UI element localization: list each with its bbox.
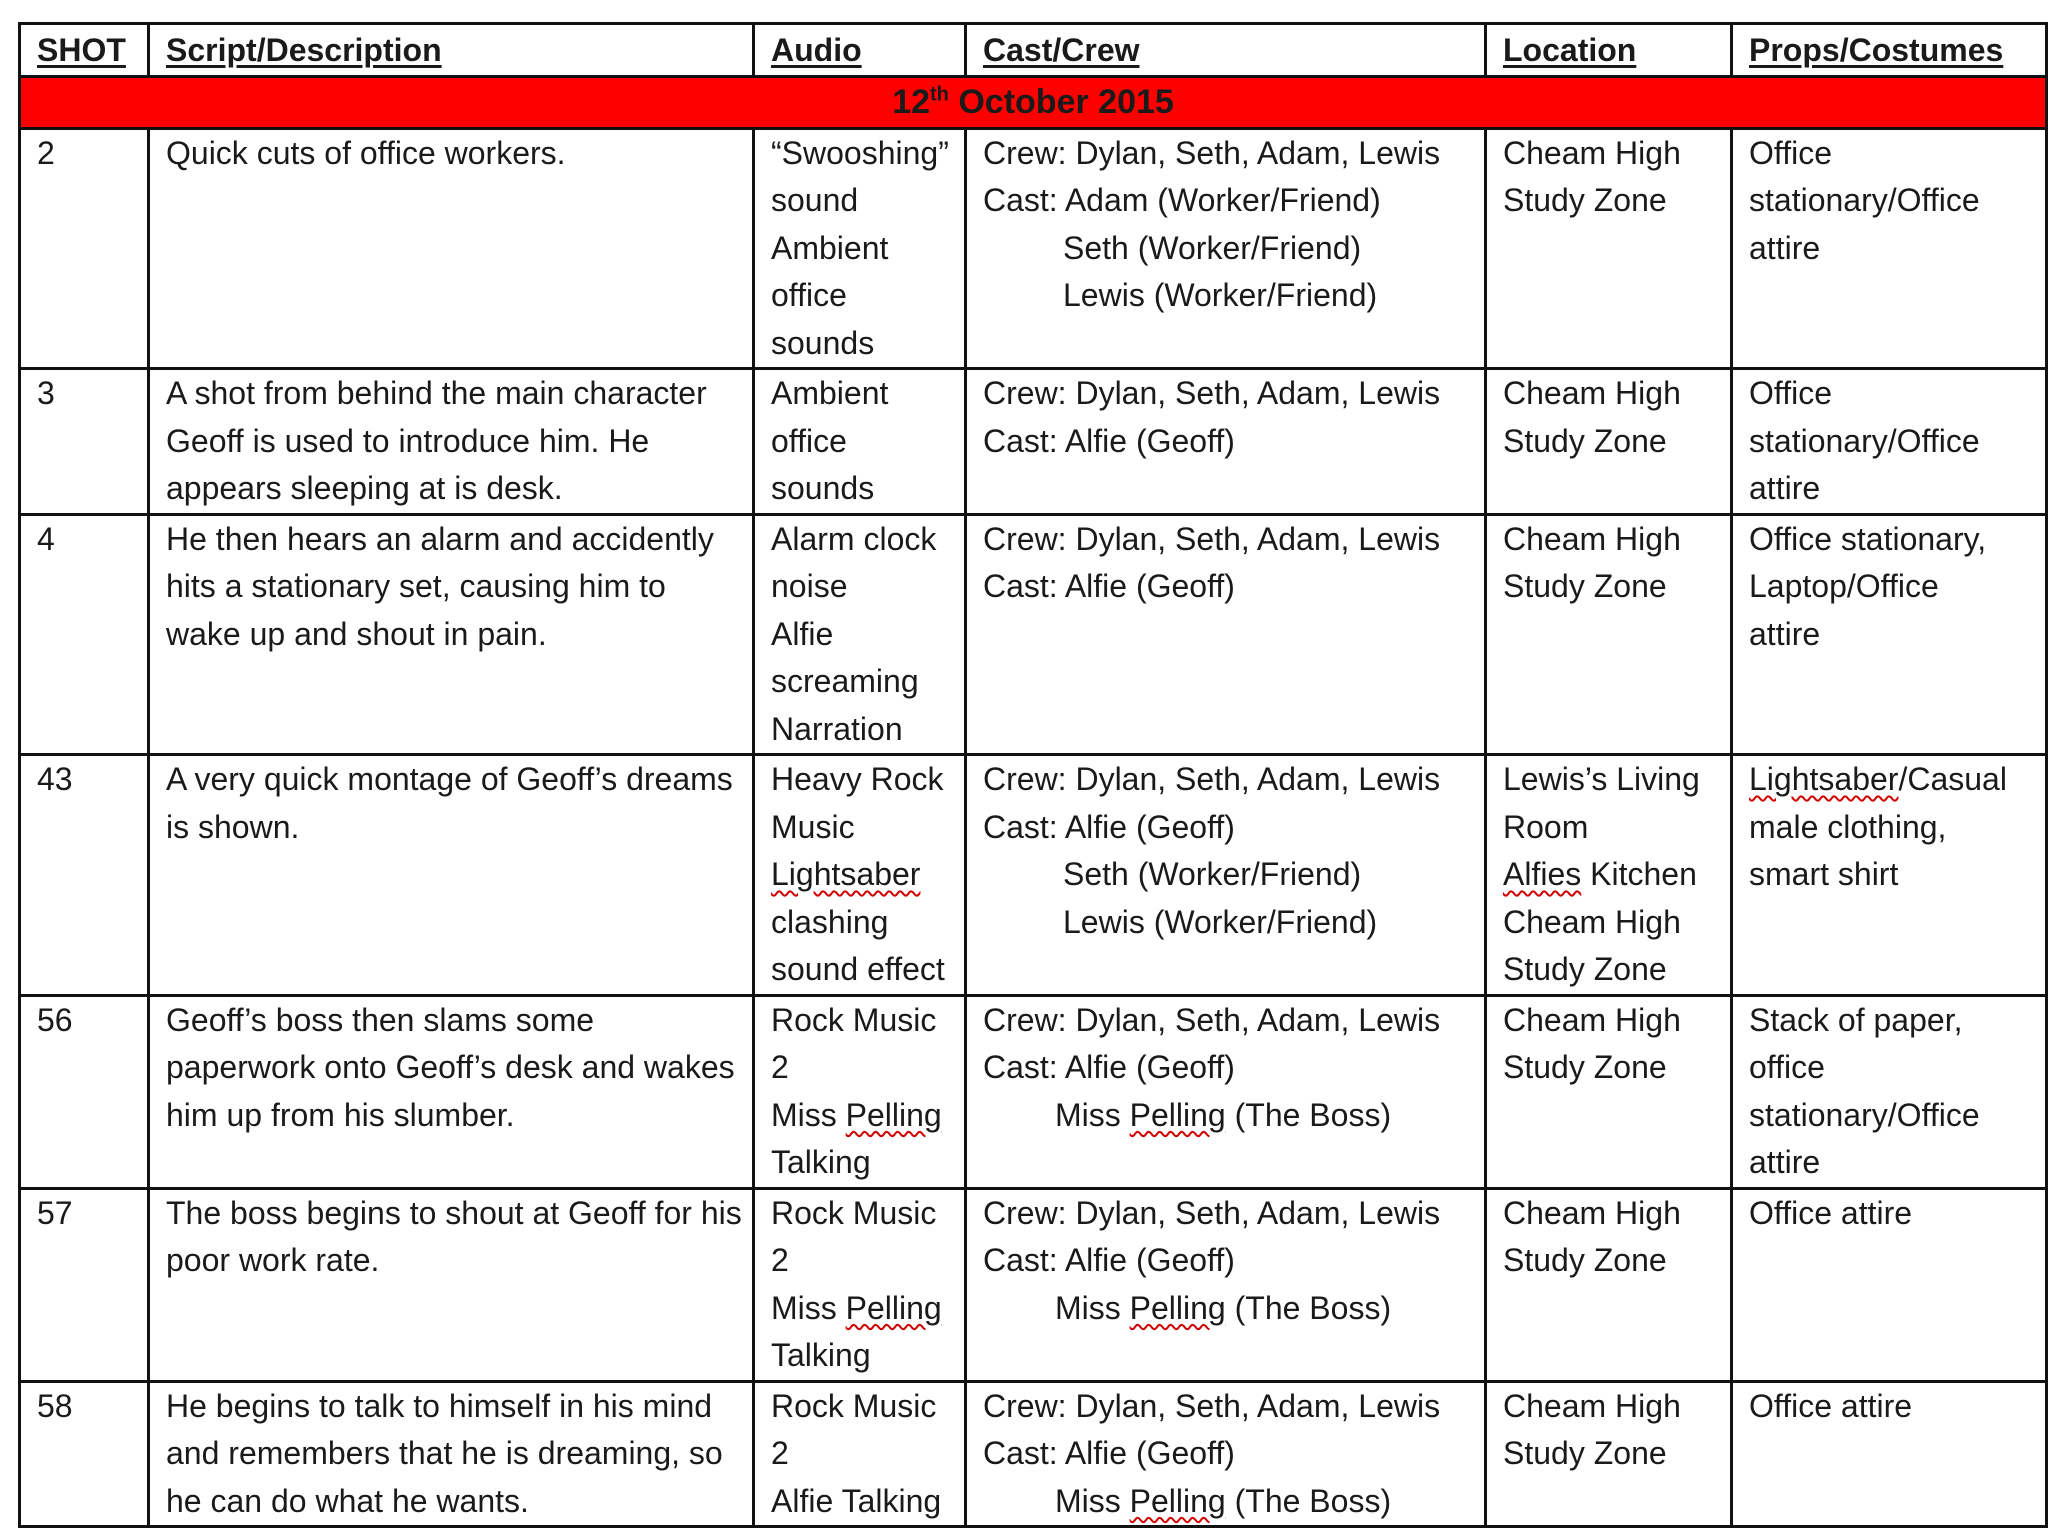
cast-cell <box>966 995 1486 1188</box>
shot-number: 4 <box>37 520 55 557</box>
misspelled-word: Pelling <box>845 1289 942 1326</box>
audio-line: Talking <box>771 1144 871 1180</box>
props-line: Office attire <box>1749 1387 1913 1424</box>
audio-line: Rock Music <box>771 1001 937 1038</box>
script-line: poor work rate. <box>166 1242 380 1278</box>
cast-cell <box>966 1188 1486 1381</box>
location-line: Cheam High <box>1503 1387 1681 1424</box>
location-line: Cheam High <box>1503 1194 1681 1231</box>
cast-line: Crew: Dylan, Seth, Adam, Lewis <box>983 1001 1441 1038</box>
location-cell <box>1486 755 1732 996</box>
audio-line: 2 <box>771 1242 789 1278</box>
cast-line: Cast: Alfie (Geoff) <box>983 1049 1235 1085</box>
script-line: appears sleeping at is desk. <box>166 470 563 506</box>
location-line: Cheam High <box>1503 520 1681 557</box>
misspelled-word: Pelling <box>1129 1289 1226 1326</box>
audio-line: Miss Pelling <box>771 1289 942 1326</box>
audio-cell <box>754 1381 966 1527</box>
script-line: Quick cuts of office workers. <box>166 134 566 171</box>
cast-line: Crew: Dylan, Seth, Adam, Lewis <box>983 761 1441 797</box>
audio-line: Alfie <box>771 615 834 652</box>
audio-line: noise <box>771 568 848 604</box>
location-line: Study Zone <box>1503 1049 1667 1085</box>
header-location: Location <box>1486 24 1732 77</box>
props-line: stationary/Office <box>1749 1096 1980 1133</box>
audio-cell <box>754 514 966 755</box>
props-line: office <box>1749 1049 1825 1085</box>
script-line: hits a stationary set, causing him to <box>166 568 666 604</box>
props-cell <box>1732 369 2047 515</box>
props-cell <box>1732 755 2047 996</box>
shot-number: 2 <box>37 134 55 171</box>
cast-line: Miss Pelling (The Boss) <box>1055 1289 1392 1326</box>
audio-line: Talking <box>771 1337 871 1373</box>
script-line: The boss begins to shout at Geoff for his <box>166 1194 742 1231</box>
location-line: Cheam High <box>1503 903 1681 940</box>
props-line: stationary/Office <box>1749 422 1980 459</box>
audio-line: Music <box>771 808 855 845</box>
header-script: Script/Description <box>149 24 754 77</box>
audio-line: clashing <box>771 903 889 940</box>
shot-number-cell <box>20 1188 149 1381</box>
props-line: Office attire <box>1749 1194 1913 1231</box>
shot-number: 43 <box>37 761 73 797</box>
audio-cell <box>754 369 966 515</box>
shot-number-cell <box>20 1381 149 1527</box>
location-line: Cheam High <box>1503 134 1681 171</box>
props-line: attire <box>1749 615 1821 652</box>
script-cell <box>149 1188 754 1381</box>
location-line: Study Zone <box>1503 182 1667 218</box>
props-line: Lightsaber/Casual <box>1749 761 2007 797</box>
audio-line: Miss Pelling <box>771 1096 942 1133</box>
header-audio: Audio <box>754 24 966 77</box>
misspelled-word: Pelling <box>1129 1096 1226 1133</box>
table-row <box>20 1188 2047 1381</box>
props-line: stationary/Office <box>1749 182 1980 218</box>
audio-line: 2 <box>771 1435 789 1471</box>
location-line: Lewis’s Living <box>1503 761 1700 797</box>
location-cell <box>1486 128 1732 369</box>
cast-cell <box>966 755 1486 996</box>
props-line: Office stationary, <box>1749 520 1987 557</box>
audio-line: Heavy Rock <box>771 761 944 797</box>
cast-cell <box>966 514 1486 755</box>
props-cell <box>1732 514 2047 755</box>
cast-line: Cast: Alfie (Geoff) <box>983 1435 1235 1471</box>
cast-line: Lewis (Worker/Friend) <box>1063 903 1378 940</box>
location-line: Alfies Kitchen <box>1503 856 1697 892</box>
props-line: attire <box>1749 470 1821 506</box>
audio-cell <box>754 128 966 369</box>
date-day: 12 <box>892 82 931 121</box>
location-line: Cheam High <box>1503 375 1681 411</box>
audio-line: 2 <box>771 1049 789 1085</box>
audio-cell <box>754 995 966 1188</box>
location-line: Study Zone <box>1503 1435 1667 1471</box>
location-cell <box>1486 514 1732 755</box>
script-line: He begins to talk to himself in his mind <box>166 1387 713 1424</box>
location-line: Room <box>1503 808 1589 845</box>
script-cell <box>149 1381 754 1527</box>
props-line: smart shirt <box>1749 856 1899 892</box>
table-row <box>20 514 2047 755</box>
audio-line: Ambient <box>771 229 889 266</box>
shot-number-cell <box>20 369 149 515</box>
date-banner-row <box>20 76 2047 128</box>
audio-line: sounds <box>771 324 875 361</box>
cast-line: Cast: Alfie (Geoff) <box>983 808 1235 845</box>
script-line: is shown. <box>166 808 300 845</box>
header-cast: Cast/Crew <box>966 24 1486 77</box>
props-cell <box>1732 128 2047 369</box>
props-line: attire <box>1749 1144 1821 1180</box>
shot-number-cell <box>20 514 149 755</box>
misspelled-word: Lightsaber <box>1749 761 1899 797</box>
location-cell <box>1486 1381 1732 1527</box>
audio-line <box>771 851 964 899</box>
script-line: A very quick montage of Geoff’s dreams <box>166 761 733 797</box>
shot-number: 56 <box>37 1001 73 1038</box>
cast-line: Crew: Dylan, Seth, Adam, Lewis <box>983 1387 1441 1424</box>
misspelled-word: Lightsaber <box>771 856 921 892</box>
script-cell <box>149 514 754 755</box>
shot-number-cell <box>20 128 149 369</box>
script-cell <box>149 755 754 996</box>
location-line: Cheam High <box>1503 1001 1681 1038</box>
shot-number: 58 <box>37 1387 73 1424</box>
cast-line: Miss Pelling (The Boss) <box>1055 1482 1392 1519</box>
script-cell <box>149 995 754 1188</box>
cast-line: Cast: Alfie (Geoff) <box>983 1242 1235 1278</box>
audio-line: Alfie Talking <box>771 1482 942 1519</box>
audio-line: Ambient <box>771 375 889 411</box>
cast-line: Lewis (Worker/Friend) <box>1063 277 1378 313</box>
cast-line: Cast: Alfie (Geoff) <box>983 568 1235 604</box>
props-line: male clothing, <box>1749 808 1947 845</box>
props-cell <box>1732 1381 2047 1527</box>
props-line: attire <box>1749 229 1821 266</box>
script-line: Geoff’s boss then slams some <box>166 1001 595 1038</box>
shot-number-cell <box>20 995 149 1188</box>
misspelled-word: Pelling <box>1129 1482 1226 1519</box>
shot-number: 3 <box>37 375 55 411</box>
audio-line: sound effect <box>771 951 945 987</box>
props-line: Office <box>1749 375 1832 411</box>
location-line: Study Zone <box>1503 568 1667 604</box>
table-row <box>20 369 2047 515</box>
cast-cell <box>966 1381 1486 1527</box>
misspelled-word: Alfies <box>1503 856 1582 892</box>
props-cell <box>1732 995 2047 1188</box>
audio-line: office <box>771 277 847 313</box>
script-line: wake up and shout in pain. <box>166 615 547 652</box>
date-rest: October 2015 <box>948 82 1174 121</box>
script-line: A shot from behind the main character <box>166 375 707 411</box>
audio-line: sounds <box>771 470 875 506</box>
schedule-table <box>18 22 2048 1528</box>
location-line: Study Zone <box>1503 1242 1667 1278</box>
script-line: He then hears an alarm and accidently <box>166 520 714 557</box>
audio-line: Rock Music <box>771 1387 937 1424</box>
cast-line: Cast: Adam (Worker/Friend) <box>983 182 1381 218</box>
misspelled-word: Pelling <box>845 1096 942 1133</box>
script-cell <box>149 128 754 369</box>
audio-line: sound <box>771 182 859 218</box>
location-line: Study Zone <box>1503 422 1667 459</box>
script-line: he can do what he wants. <box>166 1482 529 1519</box>
script-line: him up from his slumber. <box>166 1096 515 1133</box>
audio-line: office <box>771 422 847 459</box>
cast-line: Crew: Dylan, Seth, Adam, Lewis <box>983 1194 1441 1231</box>
table-row <box>20 1381 2047 1527</box>
header-props: Props/Costumes <box>1732 24 2047 77</box>
cast-line: Crew: Dylan, Seth, Adam, Lewis <box>983 375 1441 411</box>
props-line: Laptop/Office <box>1749 568 1939 604</box>
cast-line: Crew: Dylan, Seth, Adam, Lewis <box>983 134 1441 171</box>
table-row <box>20 128 2047 369</box>
script-cell <box>149 369 754 515</box>
audio-line: Narration <box>771 710 903 747</box>
table-row <box>20 995 2047 1188</box>
cast-line: Cast: Alfie (Geoff) <box>983 422 1235 459</box>
cast-cell <box>966 128 1486 369</box>
header-row <box>20 24 2047 77</box>
audio-line: Alarm clock <box>771 520 937 557</box>
shot-number: 57 <box>37 1194 73 1231</box>
date-banner <box>20 76 2047 128</box>
shot-number-cell <box>20 755 149 996</box>
shooting-schedule <box>18 22 2045 1528</box>
location-cell <box>1486 1188 1732 1381</box>
props-cell <box>1732 1188 2047 1381</box>
script-line: Geoff is used to introduce him. He <box>166 422 650 459</box>
header-shot: SHOT <box>20 24 149 77</box>
location-line: Study Zone <box>1503 951 1667 987</box>
audio-line: “Swooshing” <box>771 134 949 171</box>
date-suffix: th <box>930 83 949 106</box>
script-line: and remembers that he is dreaming, so <box>166 1435 723 1471</box>
cast-line: Seth (Worker/Friend) <box>1063 856 1362 892</box>
audio-line: Rock Music <box>771 1194 937 1231</box>
props-line: Office <box>1749 134 1832 171</box>
audio-line: screaming <box>771 663 919 699</box>
audio-cell <box>754 1188 966 1381</box>
table-row <box>20 755 2047 996</box>
cast-line: Crew: Dylan, Seth, Adam, Lewis <box>983 520 1441 557</box>
script-line: paperwork onto Geoff’s desk and wakes <box>166 1049 735 1085</box>
audio-cell <box>754 755 966 996</box>
location-cell <box>1486 995 1732 1188</box>
location-cell <box>1486 369 1732 515</box>
cast-line: Miss Pelling (The Boss) <box>1055 1096 1392 1133</box>
props-line: Stack of paper, <box>1749 1001 1963 1038</box>
cast-cell <box>966 369 1486 515</box>
cast-line: Seth (Worker/Friend) <box>1063 229 1362 266</box>
